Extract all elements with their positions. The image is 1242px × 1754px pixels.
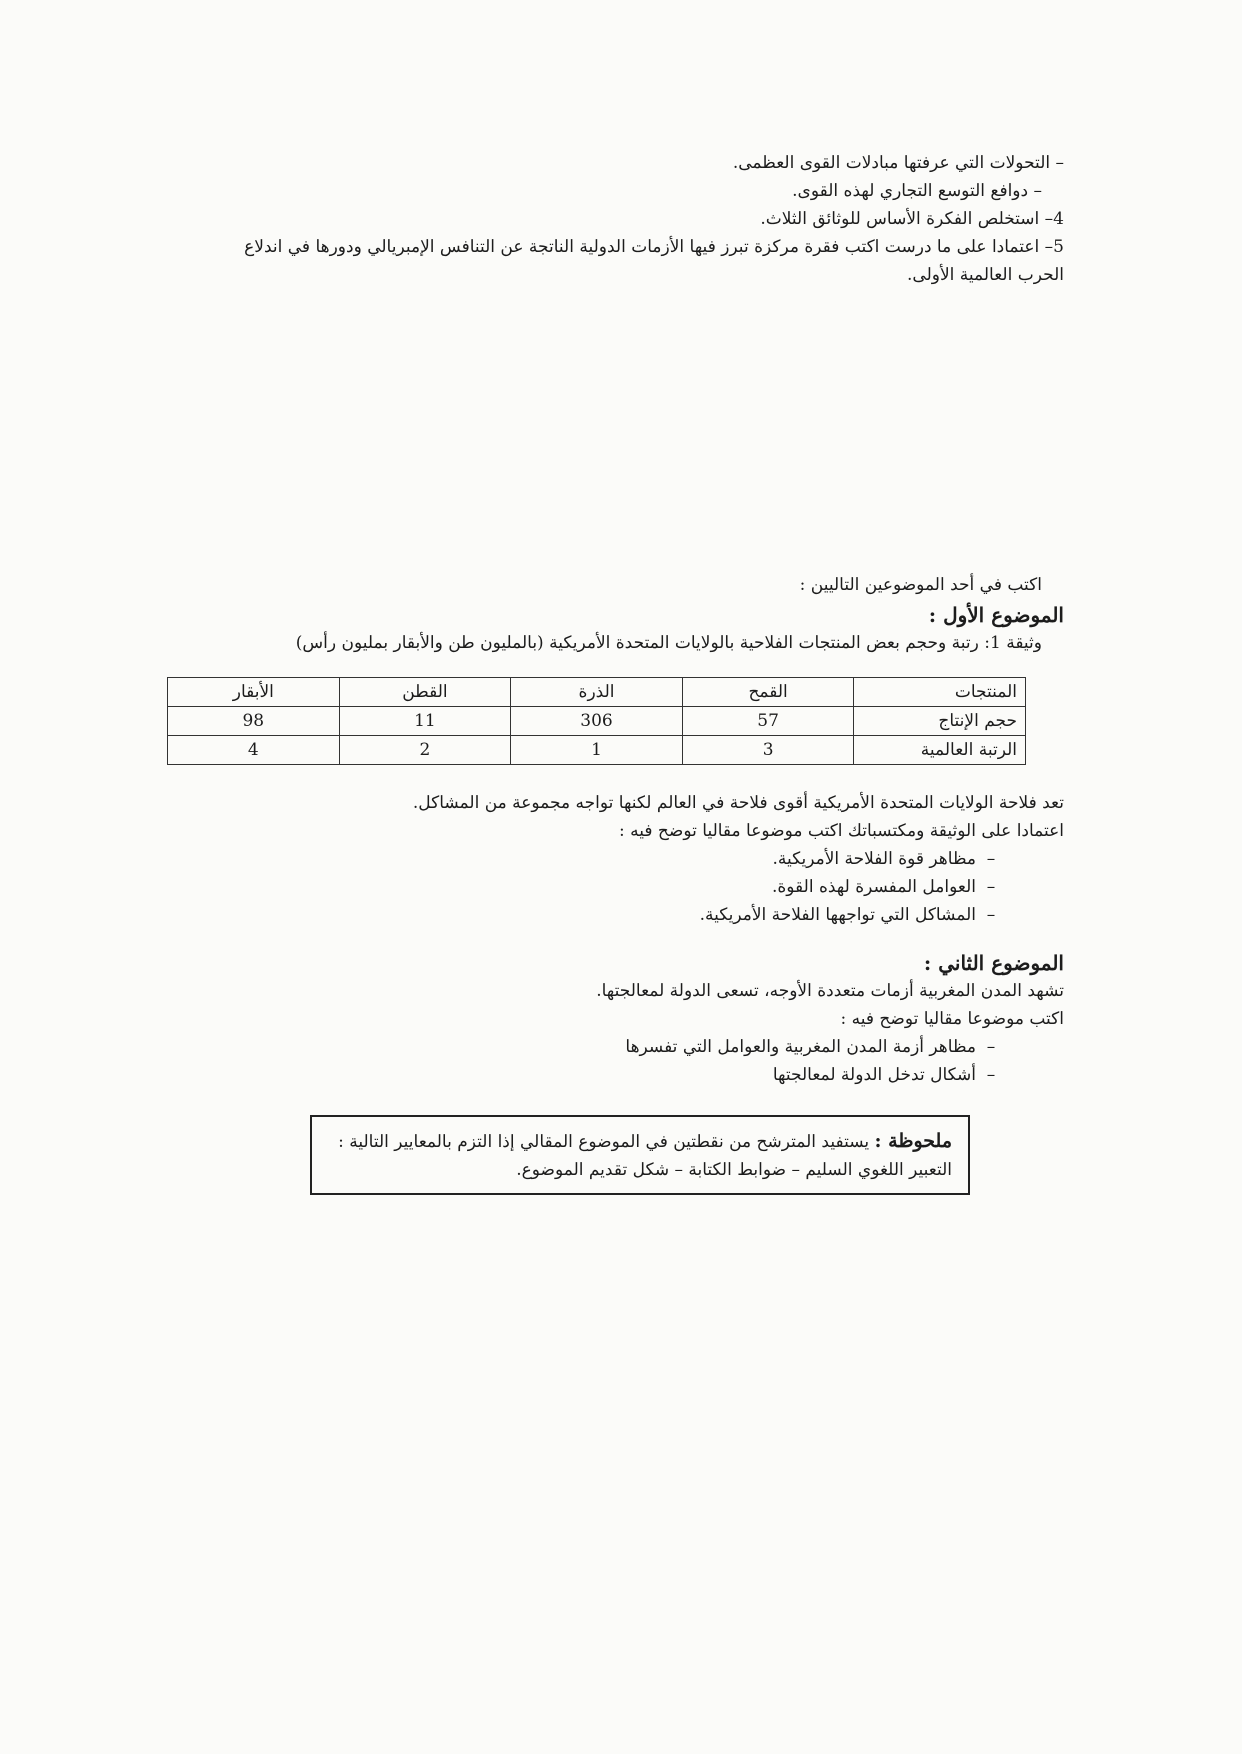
topic-1-bullet bbox=[700, 902, 1006, 928]
topic-2-statement: تشهد المدن المغربية أزمات متعددة الأوجه، تسعى الدولة لمعالجتها. bbox=[596, 981, 1064, 1001]
table-row bbox=[168, 707, 1026, 736]
dash-marker: – bbox=[986, 877, 996, 897]
document-1-caption: وثيقة 1: رتبة وحجم بعض المنتجات الفلاحية بالولايات المتحدة الأمريكية (بالمليون طن والأبقار بمليون رأس) bbox=[295, 633, 1042, 653]
table-cell: 306 bbox=[511, 707, 683, 736]
topic-2-task: اكتب موضوعا مقاليا توضح فيه : bbox=[840, 1009, 1064, 1029]
topic-1-bullet bbox=[772, 846, 1006, 872]
table-row-label: الرتبة العالمية bbox=[854, 736, 1026, 765]
topic-1-bullet bbox=[772, 874, 1006, 900]
note-text: يستفيد المترشح من نقطتين في الموضوع المقالي إذا التزم بالمعايير التالية : bbox=[338, 1132, 870, 1152]
question-5: 5– اعتمادا على ما درست اكتب فقرة مركزة تبرز فيها الأزمات الدولية الناتجة عن التنافس الإمبريالي ودورها في اندلاع bbox=[244, 237, 1064, 257]
topic-2-title: الموضوع الثاني : bbox=[923, 951, 1064, 975]
dash-marker: – bbox=[986, 905, 996, 925]
table-row-label: حجم الإنتاج bbox=[854, 707, 1026, 736]
table-cell: 98 bbox=[168, 707, 340, 736]
bullet-text: أشكال تدخل الدولة لمعالجتها bbox=[772, 1065, 976, 1085]
table-header-cell: القمح bbox=[682, 678, 854, 707]
dash-marker: – bbox=[986, 849, 996, 869]
bullet-text: مظاهر أزمة المدن المغربية والعوامل التي تفسرها bbox=[625, 1037, 976, 1057]
table-header-cell: الأبقار bbox=[168, 678, 340, 707]
topic-1-statement: تعد فلاحة الولايات المتحدة الأمريكية أقوى فلاحة في العالم لكنها تواجه مجموعة من المشاكل. bbox=[412, 793, 1064, 813]
topic-2-bullet bbox=[625, 1034, 1006, 1060]
table-header-row bbox=[168, 678, 1026, 707]
bullet-text: مظاهر قوة الفلاحة الأمريكية. bbox=[772, 849, 976, 869]
question-5-continued: الحرب العالمية الأولى. bbox=[907, 265, 1064, 285]
topic-2-bullet bbox=[773, 1062, 1006, 1088]
note-line-2: التعبير اللغوي السليم – ضوابط الكتابة – شكل تقديم الموضوع. bbox=[516, 1160, 952, 1180]
table-cell: 3 bbox=[682, 736, 854, 765]
table-cell: 2 bbox=[339, 736, 511, 765]
table-cell: 4 bbox=[168, 736, 340, 765]
bullet-text: العوامل المفسرة لهذه القوة. bbox=[771, 877, 976, 897]
topic-1-title: الموضوع الأول : bbox=[928, 603, 1064, 627]
instruction-choose-topic: اكتب في أحد الموضوعين التاليين : bbox=[799, 575, 1042, 595]
table-cell: 57 bbox=[682, 707, 854, 736]
agriculture-table bbox=[167, 677, 1026, 765]
bullet-text: المشاكل التي تواجهها الفلاحة الأمريكية. bbox=[699, 905, 976, 925]
table-header-cell: القطن bbox=[339, 678, 511, 707]
question-line-2: – دوافع التوسع التجاري لهذه القوى. bbox=[792, 181, 1042, 201]
table-cell: 1 bbox=[511, 736, 683, 765]
note-label: ملحوظة : bbox=[874, 1130, 952, 1152]
table-row bbox=[168, 736, 1026, 765]
table-header-cell: الذرة bbox=[511, 678, 683, 707]
question-line-1: – التحولات التي عرفتها مبادلات القوى العظمى. bbox=[732, 153, 1064, 173]
dash-marker: – bbox=[986, 1037, 996, 1057]
note-line-1 bbox=[328, 1127, 952, 1156]
dash-marker: – bbox=[986, 1065, 996, 1085]
question-4: 4– استخلص الفكرة الأساس للوثائق الثلاث. bbox=[760, 209, 1064, 229]
table-header-cell: المنتجات bbox=[854, 678, 1026, 707]
topic-1-task: اعتمادا على الوثيقة ومكتسباتك اكتب موضوعا مقاليا توضح فيه : bbox=[619, 821, 1064, 841]
table-cell: 11 bbox=[339, 707, 511, 736]
note-box bbox=[310, 1115, 970, 1195]
